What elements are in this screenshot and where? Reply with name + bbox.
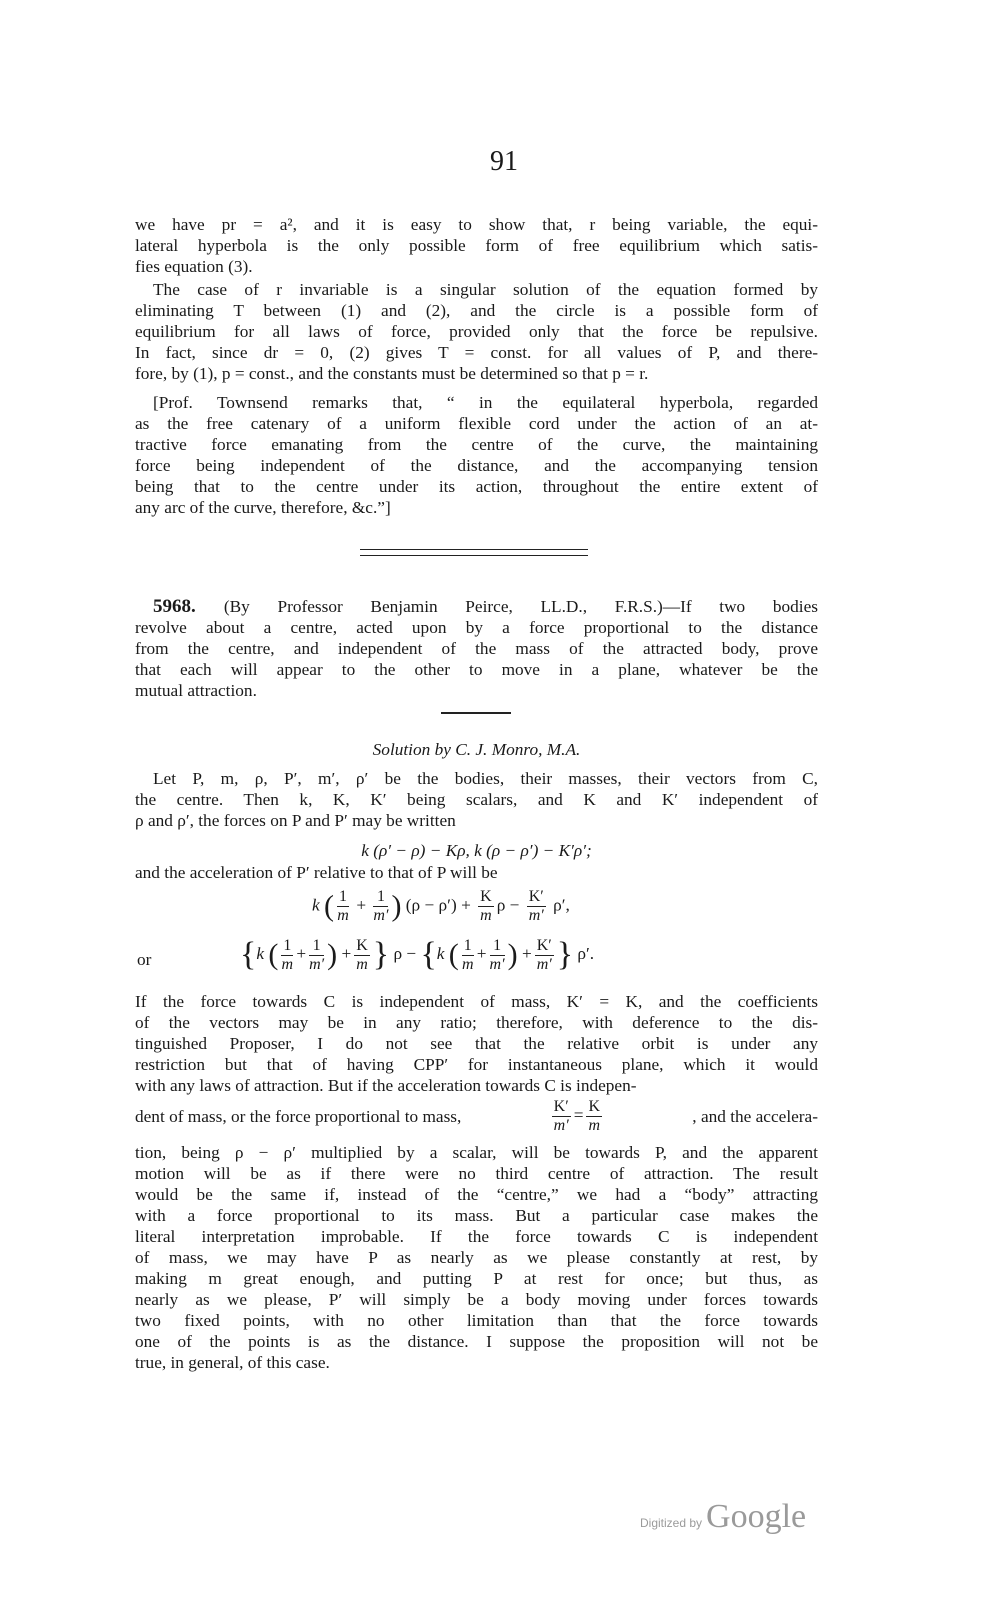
text-line: mutual attraction. (135, 681, 257, 700)
text-line: motion will be as if there were no third centre of attraction. The result (135, 1164, 818, 1183)
text-line: If the force towards C is independent of mass, K′ = K, and the coefficients (135, 992, 818, 1011)
text-line: we have pr = a², and it is easy to show that, r being variable, the equi- (135, 215, 818, 234)
text-line: one of the points is as the distance. I suppose the proposition will not be (135, 1332, 818, 1351)
text-line: would be the same if, instead of the “centre,” we had a “body” attracting (135, 1185, 818, 1204)
text-line: as the free catenary of a uniform flexible cord under the action of an at- (135, 414, 818, 433)
fraction: $\frac{1}{m}$ (337, 888, 349, 924)
text-line: true, in general, of this case. (135, 1353, 330, 1372)
question-5968 (135, 596, 818, 701)
solution-line-acceleration: and the acceleration of P′ relative to that of P will be (135, 863, 498, 882)
paragraph-townsend (135, 392, 818, 518)
fraction: $\frac{1}{m'}$ (373, 888, 389, 924)
text-line: ρ and ρ′, the forces on P and P′ may be written (135, 811, 456, 830)
short-rule (441, 712, 511, 714)
text-line: nearly as we please, P′ will simply be a body moving under forces towards (135, 1290, 818, 1309)
equation-acceleration: k ( $\frac{1}{m}$ + $\frac{1}{m'}$ ) (ρ − ρ′) + $\frac{K}{m}$ ρ − $\frac{K'}{m'}$ ρ′, (312, 888, 570, 924)
text-line: force being independent of the distance, and the accompanying tension (135, 456, 818, 475)
text-line: the centre. Then k, K, K′ being scalars, and K and K′ independent of (135, 790, 818, 809)
equation-forces: k (ρ′ − ρ) − Kρ, k (ρ − ρ′) − K′ρ′; (361, 841, 592, 860)
text-line: tractive force emanating from the centre of the curve, the maintaining (135, 435, 818, 454)
text-line: revolve about a centre, acted upon by a force proportional to the distance (135, 618, 818, 637)
solution-line-fraction: dent of mass, or the force proportional to mass, $\frac{K'}{m'}$ = $\frac{K}{m}$ , and the accelera- (135, 1098, 818, 1134)
text-line: with any laws of attraction. But if the acceleration towards C is indepen- (135, 1076, 637, 1095)
fraction: $\frac{K'}{m'}$ (528, 888, 544, 924)
double-rule-top (360, 549, 588, 550)
solution-paragraph-1 (135, 768, 818, 831)
text-line: [Prof. Townsend remarks that, “ in the equilateral hyperbola, regarded (153, 393, 818, 412)
text-line: from the centre, and independent of the mass of the attracted body, prove (135, 639, 818, 658)
page-number: 91 (490, 146, 518, 177)
text-line: tion, being ρ − ρ′ multiplied by a scalar, will be towards P, and the apparent (135, 1143, 818, 1162)
paragraph-2 (135, 279, 818, 384)
text-line: restriction but that of having CPP′ for instantaneous plane, which it would (135, 1055, 818, 1074)
double-rule-bottom (360, 555, 588, 556)
question-number: 5968. (153, 596, 224, 617)
digitized-by-google-watermark: Digitized by Google (640, 1498, 807, 1535)
text-line: tinguished Proposer, I do not see that the relative orbit is under any (135, 1034, 818, 1053)
text-line: that each will appear to the other to move in a plane, whatever be the (135, 660, 818, 679)
text-line: of the vectors may be in any ratio; therefore, with deference to the dis- (135, 1013, 818, 1032)
equation-acceleration-alt: {k ( $\frac{1}{m}$ + $\frac{1}{m'}$ ) + $\frac{K}{m}$ } ρ − {k ( $\frac{1}{m}$ + $\frac{1}{m'}$ ) + $\frac{K'}{m'}$ } ρ′. (240, 936, 595, 973)
solution-paragraph-3 (135, 1142, 818, 1373)
text-line: making m great enough, and putting P at rest for once; but thus, as (135, 1269, 818, 1288)
or-label: or (137, 950, 152, 969)
text-line: fies equation (3). (135, 257, 253, 276)
text-line: In fact, since dr = 0, (2) gives T = const. for all values of P, and there- (135, 343, 818, 362)
text-line: eliminating T between (1) and (2), and the circle is a possible form of (135, 301, 818, 320)
text-line: fore, by (1), p = const., and the constants must be determined so that p = r. (135, 364, 649, 383)
paragraph-1 (135, 214, 818, 277)
text-line: Let P, m, ρ, P′, m′, ρ′ be the bodies, their masses, their vectors from C, (153, 769, 818, 788)
text-line: two fixed points, with no other limitation than that the force towards (135, 1311, 818, 1330)
solution-heading: Solution by C. J. Monro, M.A. (372, 740, 581, 759)
solution-paragraph-2 (135, 991, 818, 1096)
text-line: equilibrium for all laws of force, provided only that the force be repulsive. (135, 322, 818, 341)
text-line: with a force proportional to its mass. But a particular case makes the (135, 1206, 818, 1225)
fraction: $\frac{K}{m}$ (480, 888, 492, 924)
text-line: lateral hyperbola is the only possible form of free equilibrium which satis- (135, 236, 818, 255)
text-line: literal interpretation improbable. If the force towards C is independent (135, 1227, 818, 1246)
text-line: 5968. (By Professor Benjamin Peirce, LL.D., F.R.S.)—If two bodies (153, 596, 819, 617)
text-line: of mass, we may have P as nearly as we please constantly at rest, by (135, 1248, 818, 1267)
text-line: being that to the centre under its action, throughout the entire extent of (135, 477, 818, 496)
text-line: any arc of the curve, therefore, &c.”] (135, 498, 391, 517)
text-line: The case of r invariable is a singular solution of the equation formed by (153, 280, 818, 299)
